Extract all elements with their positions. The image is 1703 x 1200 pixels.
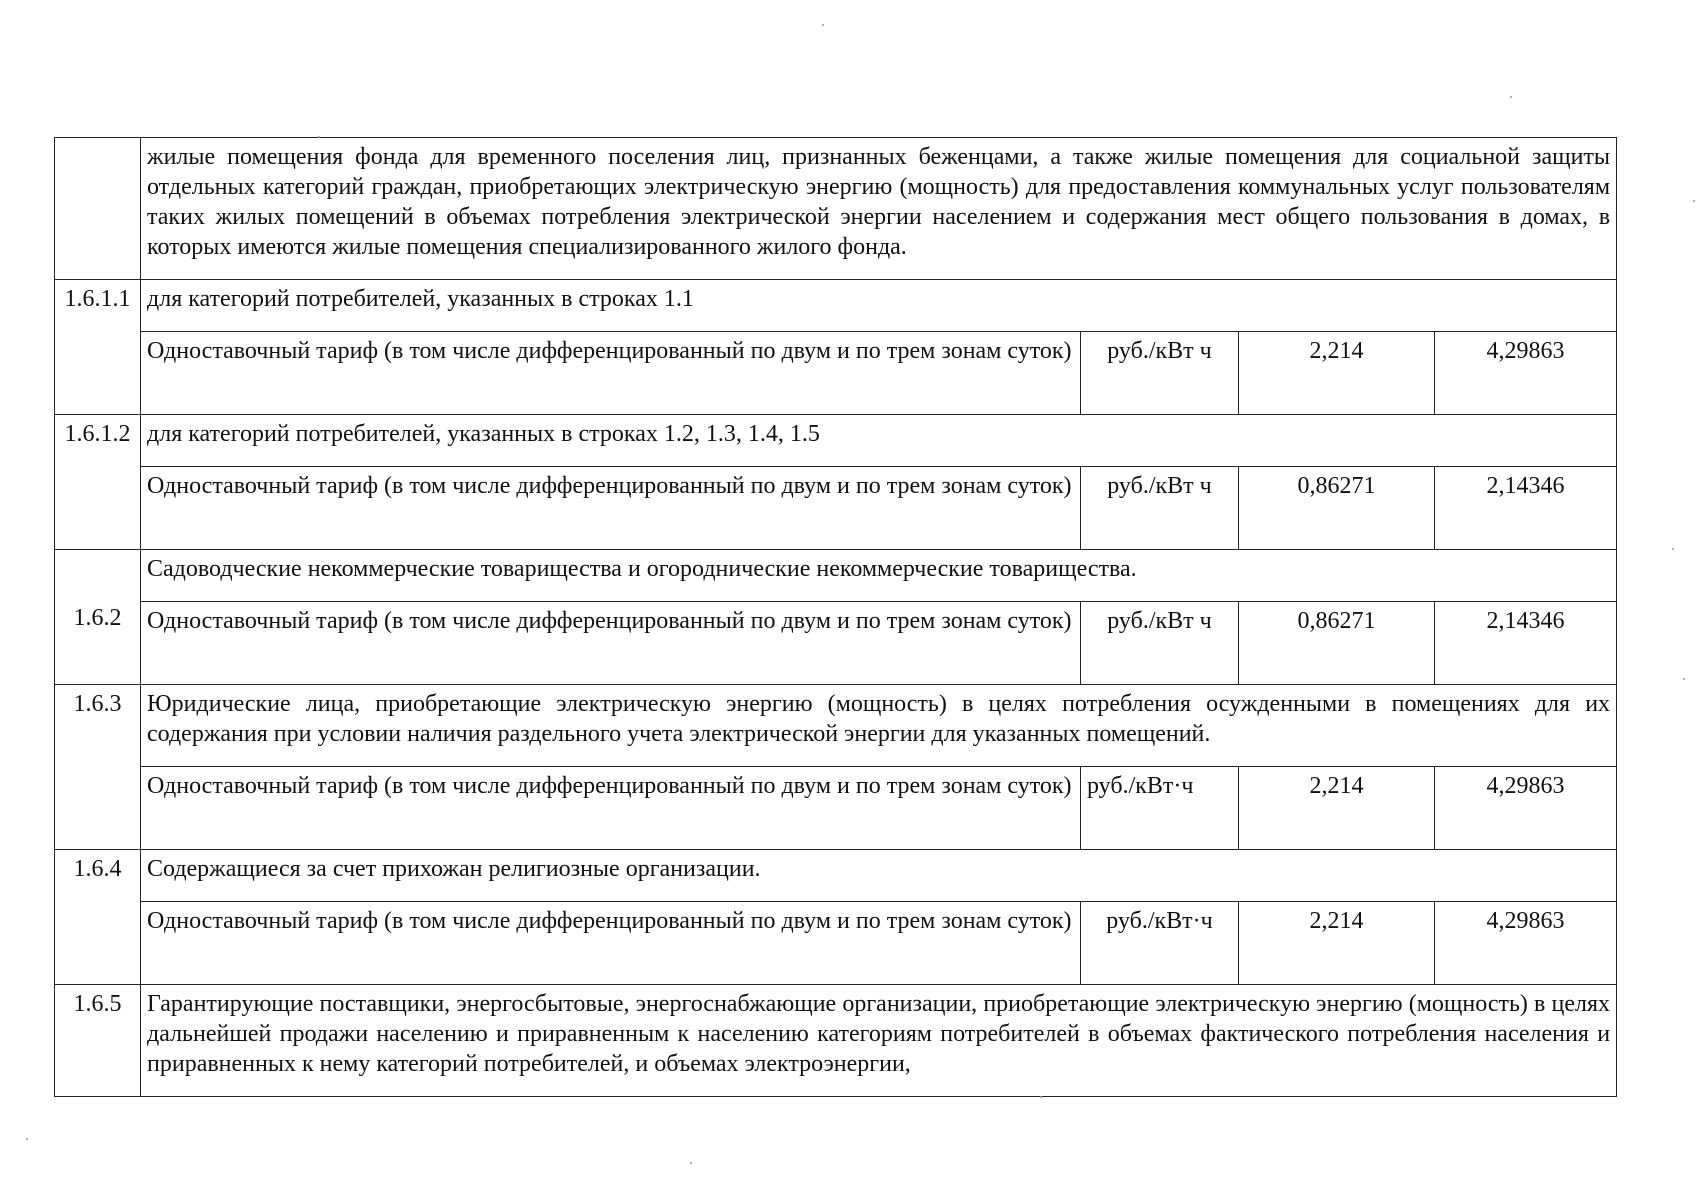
row-number: 1.6.1.2 <box>55 415 141 550</box>
value-cell-2: 2,14346 <box>1435 602 1617 685</box>
scan-speck <box>1672 548 1674 550</box>
value-cell-1: 0,86271 <box>1239 602 1435 685</box>
table-row <box>55 767 1617 850</box>
category-heading: для категорий потребителей, указанных в строках 1.2, 1.3, 1.4, 1.5 <box>141 415 1617 467</box>
category-heading: Юридические лица, приобретающие электрическую энергию (мощность) в целях потребления осужденными в помещениях для их содержания при условии наличия раздельного учета электрической энергии для указанных помещений. <box>141 685 1617 767</box>
row-description: Гарантирующие поставщики, энергосбытовые, энергоснабжающие организации, приобретающие электрическую энергию (мощность) в целях дальнейшей продажи населению и приравненным к населению категориям потребителей в объемах фактического потребления населения и приравненных к нему категорий потребителей, и объемах электроэнергии, <box>141 985 1617 1097</box>
tariff-description: Одноставочный тариф (в том числе дифференцированный по двум и по трем зонам суток) <box>141 767 1081 850</box>
value-cell-1: 2,214 <box>1239 902 1435 985</box>
tariff-description: Одноставочный тариф (в том числе дифференцированный по двум и по трем зонам суток) <box>141 602 1081 685</box>
scan-speck <box>318 136 320 138</box>
unit-cell: руб./кВт ч <box>1081 467 1239 550</box>
table-row <box>55 602 1617 685</box>
unit-cell: руб./кВт ч <box>1081 602 1239 685</box>
row-number: 1.6.1.1 <box>55 280 141 415</box>
value-cell-1: 2,214 <box>1239 332 1435 415</box>
scan-speck <box>1040 1096 1042 1098</box>
scan-speck <box>26 1138 28 1140</box>
row-number: 1.6.2 <box>55 550 141 685</box>
row-number: 1.6.5 <box>55 985 141 1097</box>
table-row <box>55 138 1617 280</box>
tariff-description: Одноставочный тариф (в том числе дифференцированный по двум и по трем зонам суток) <box>141 902 1081 985</box>
tariff-description: Одноставочный тариф (в том числе дифференцированный по двум и по трем зонам суток) <box>141 332 1081 415</box>
table-row <box>55 550 1617 602</box>
unit-cell: руб./кВт·ч <box>1081 767 1239 850</box>
table-row <box>55 850 1617 902</box>
table-row <box>55 280 1617 332</box>
unit-cell: руб./кВт·ч <box>1081 902 1239 985</box>
row-number <box>55 138 141 280</box>
row-description: жилые помещения фонда для временного поселения лиц, признанных беженцами, а также жилые помещения для социальной защиты отдельных категорий граждан, приобретающих электрическую энергию (мощность) для предоставления коммунальных услуг пользователям таких жилых помещений в объемах потребления электрической энергии населением и содержания мест общего пользования в домах, в которых имеются жилые помещения специализированного жилого фонда. <box>141 138 1617 280</box>
table-row <box>55 902 1617 985</box>
scan-speck <box>1683 678 1685 680</box>
row-number: 1.6.3 <box>55 685 141 850</box>
value-cell-2: 2,14346 <box>1435 467 1617 550</box>
table-row <box>55 685 1617 767</box>
unit-cell: руб./кВт ч <box>1081 332 1239 415</box>
category-heading: Содержащиеся за счет прихожан религиозные организации. <box>141 850 1617 902</box>
tariff-description: Одноставочный тариф (в том числе дифференцированный по двум и по трем зонам суток) <box>141 467 1081 550</box>
value-cell-1: 2,214 <box>1239 767 1435 850</box>
value-cell-2: 4,29863 <box>1435 902 1617 985</box>
category-heading: для категорий потребителей, указанных в строках 1.1 <box>141 280 1617 332</box>
table-row <box>55 332 1617 415</box>
table-row <box>55 985 1617 1097</box>
scan-speck <box>690 1162 692 1164</box>
value-cell-2: 4,29863 <box>1435 332 1617 415</box>
value-cell-1: 0,86271 <box>1239 467 1435 550</box>
row-number: 1.6.4 <box>55 850 141 985</box>
scan-speck <box>822 24 824 26</box>
table-row <box>55 467 1617 550</box>
scan-speck <box>1510 96 1512 98</box>
scan-speck <box>1693 200 1695 202</box>
value-cell-2: 4,29863 <box>1435 767 1617 850</box>
table-row <box>55 415 1617 467</box>
category-heading: Садоводческие некоммерческие товарищества и огороднические некоммерческие товарищества. <box>141 550 1617 602</box>
tariff-table <box>54 137 1617 1097</box>
